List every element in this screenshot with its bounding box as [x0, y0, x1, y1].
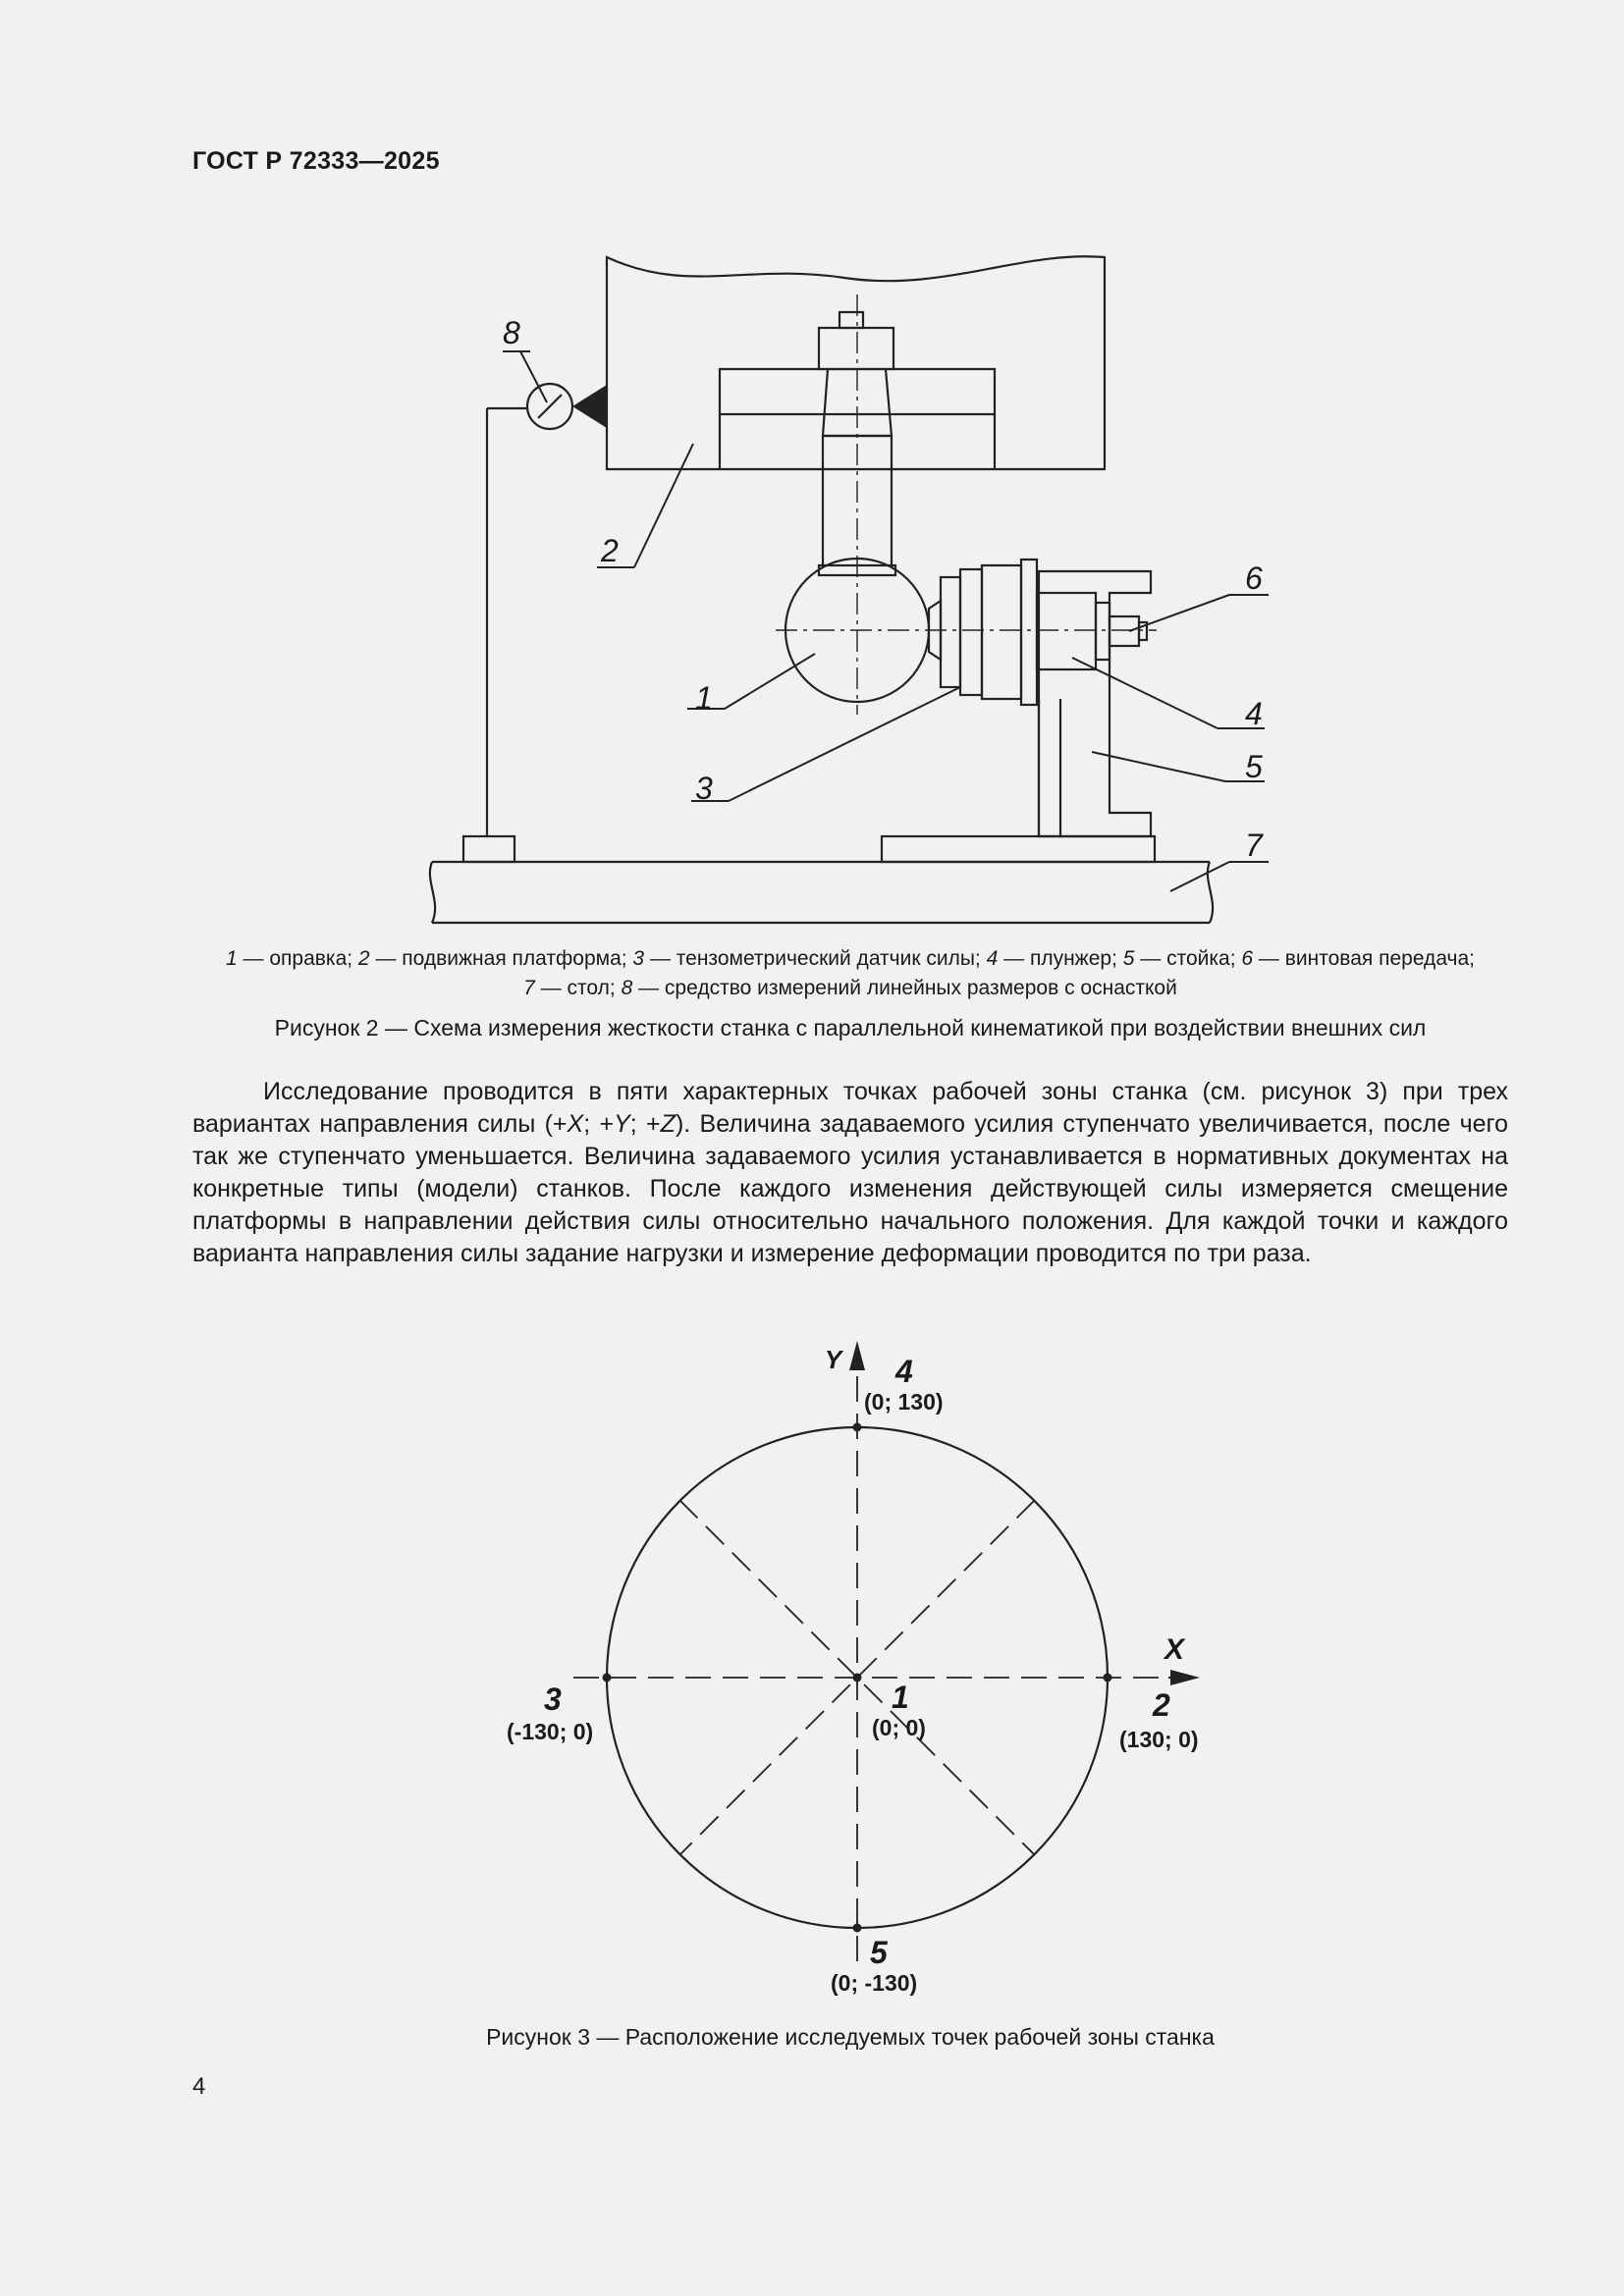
point-4-marker	[853, 1423, 862, 1432]
point-4-number: 4	[895, 1354, 913, 1389]
x-axis-label: X	[1164, 1633, 1185, 1666]
callout-2: 2	[601, 533, 619, 568]
callout-7: 7	[1245, 828, 1263, 863]
figure-2-caption: Рисунок 2 — Схема измерения жесткости станка с параллельной кинематикой при воздействии внешних сил	[274, 1015, 1427, 1041]
y-axis-label: Y	[825, 1345, 842, 1374]
callout-1: 1	[695, 680, 713, 716]
legend-row-2: 7 — стол; 8 — средство измерений линейных размеров с оснасткой	[523, 977, 1177, 999]
callout-3: 3	[695, 771, 713, 806]
point-5-number: 5	[870, 1935, 888, 1970]
body-paragraph: Исследование проводится в пяти характерных точках рабочей зоны станка (см. рисунок 3) при трех вариантах направления силы (+X; +Y; +Z). Величина задаваемого усилия ступенчато увеличивается, после чего так же ступенчато уменьшается. Величина задаваемого усилия устанавливается в нормативных документах на конкретные типы (модели) станков. После каждого изменения действующей силы измеряется смещение платформы в направлении действия силы относительно начального положения. Для каждой точки и каждого варианта направления силы задание нагрузки и измерение деформации проводится по три раза.	[192, 1078, 1508, 1267]
callout-4: 4	[1245, 696, 1263, 731]
point-2-number: 2	[1153, 1687, 1170, 1723]
point-4-coord: (0; 130)	[864, 1389, 944, 1415]
point-2-coord: (130; 0)	[1119, 1727, 1199, 1752]
point-3-number: 3	[544, 1682, 562, 1717]
point-1-marker	[853, 1674, 862, 1682]
callout-8: 8	[503, 315, 520, 350]
point-1-coord: (0; 0)	[872, 1715, 926, 1740]
callout-6: 6	[1245, 561, 1263, 596]
callout-5: 5	[1245, 749, 1263, 784]
point-5-coord: (0; -130)	[831, 1970, 918, 1996]
document-header: ГОСТ Р 72333—2025	[192, 147, 440, 175]
x-axis-arrow	[1170, 1670, 1200, 1685]
point-3-marker	[603, 1674, 612, 1682]
figure-3-caption: Рисунок 3 — Расположение исследуемых точек рабочей зоны станка	[486, 2024, 1215, 2050]
point-5-marker	[853, 1924, 862, 1933]
point-3-coord: (-130; 0)	[507, 1719, 594, 1744]
y-axis-arrow	[849, 1341, 865, 1370]
page-number: 4	[192, 2073, 206, 2100]
point-1-number: 1	[892, 1680, 909, 1715]
point-2-marker	[1104, 1674, 1112, 1682]
legend-row-1: 1 — оправка; 2 — подвижная платформа; 3 — тензометрический датчик силы; 4 — плунжер; 5 — стойка; 6 — винтовая передача;	[226, 947, 1475, 970]
